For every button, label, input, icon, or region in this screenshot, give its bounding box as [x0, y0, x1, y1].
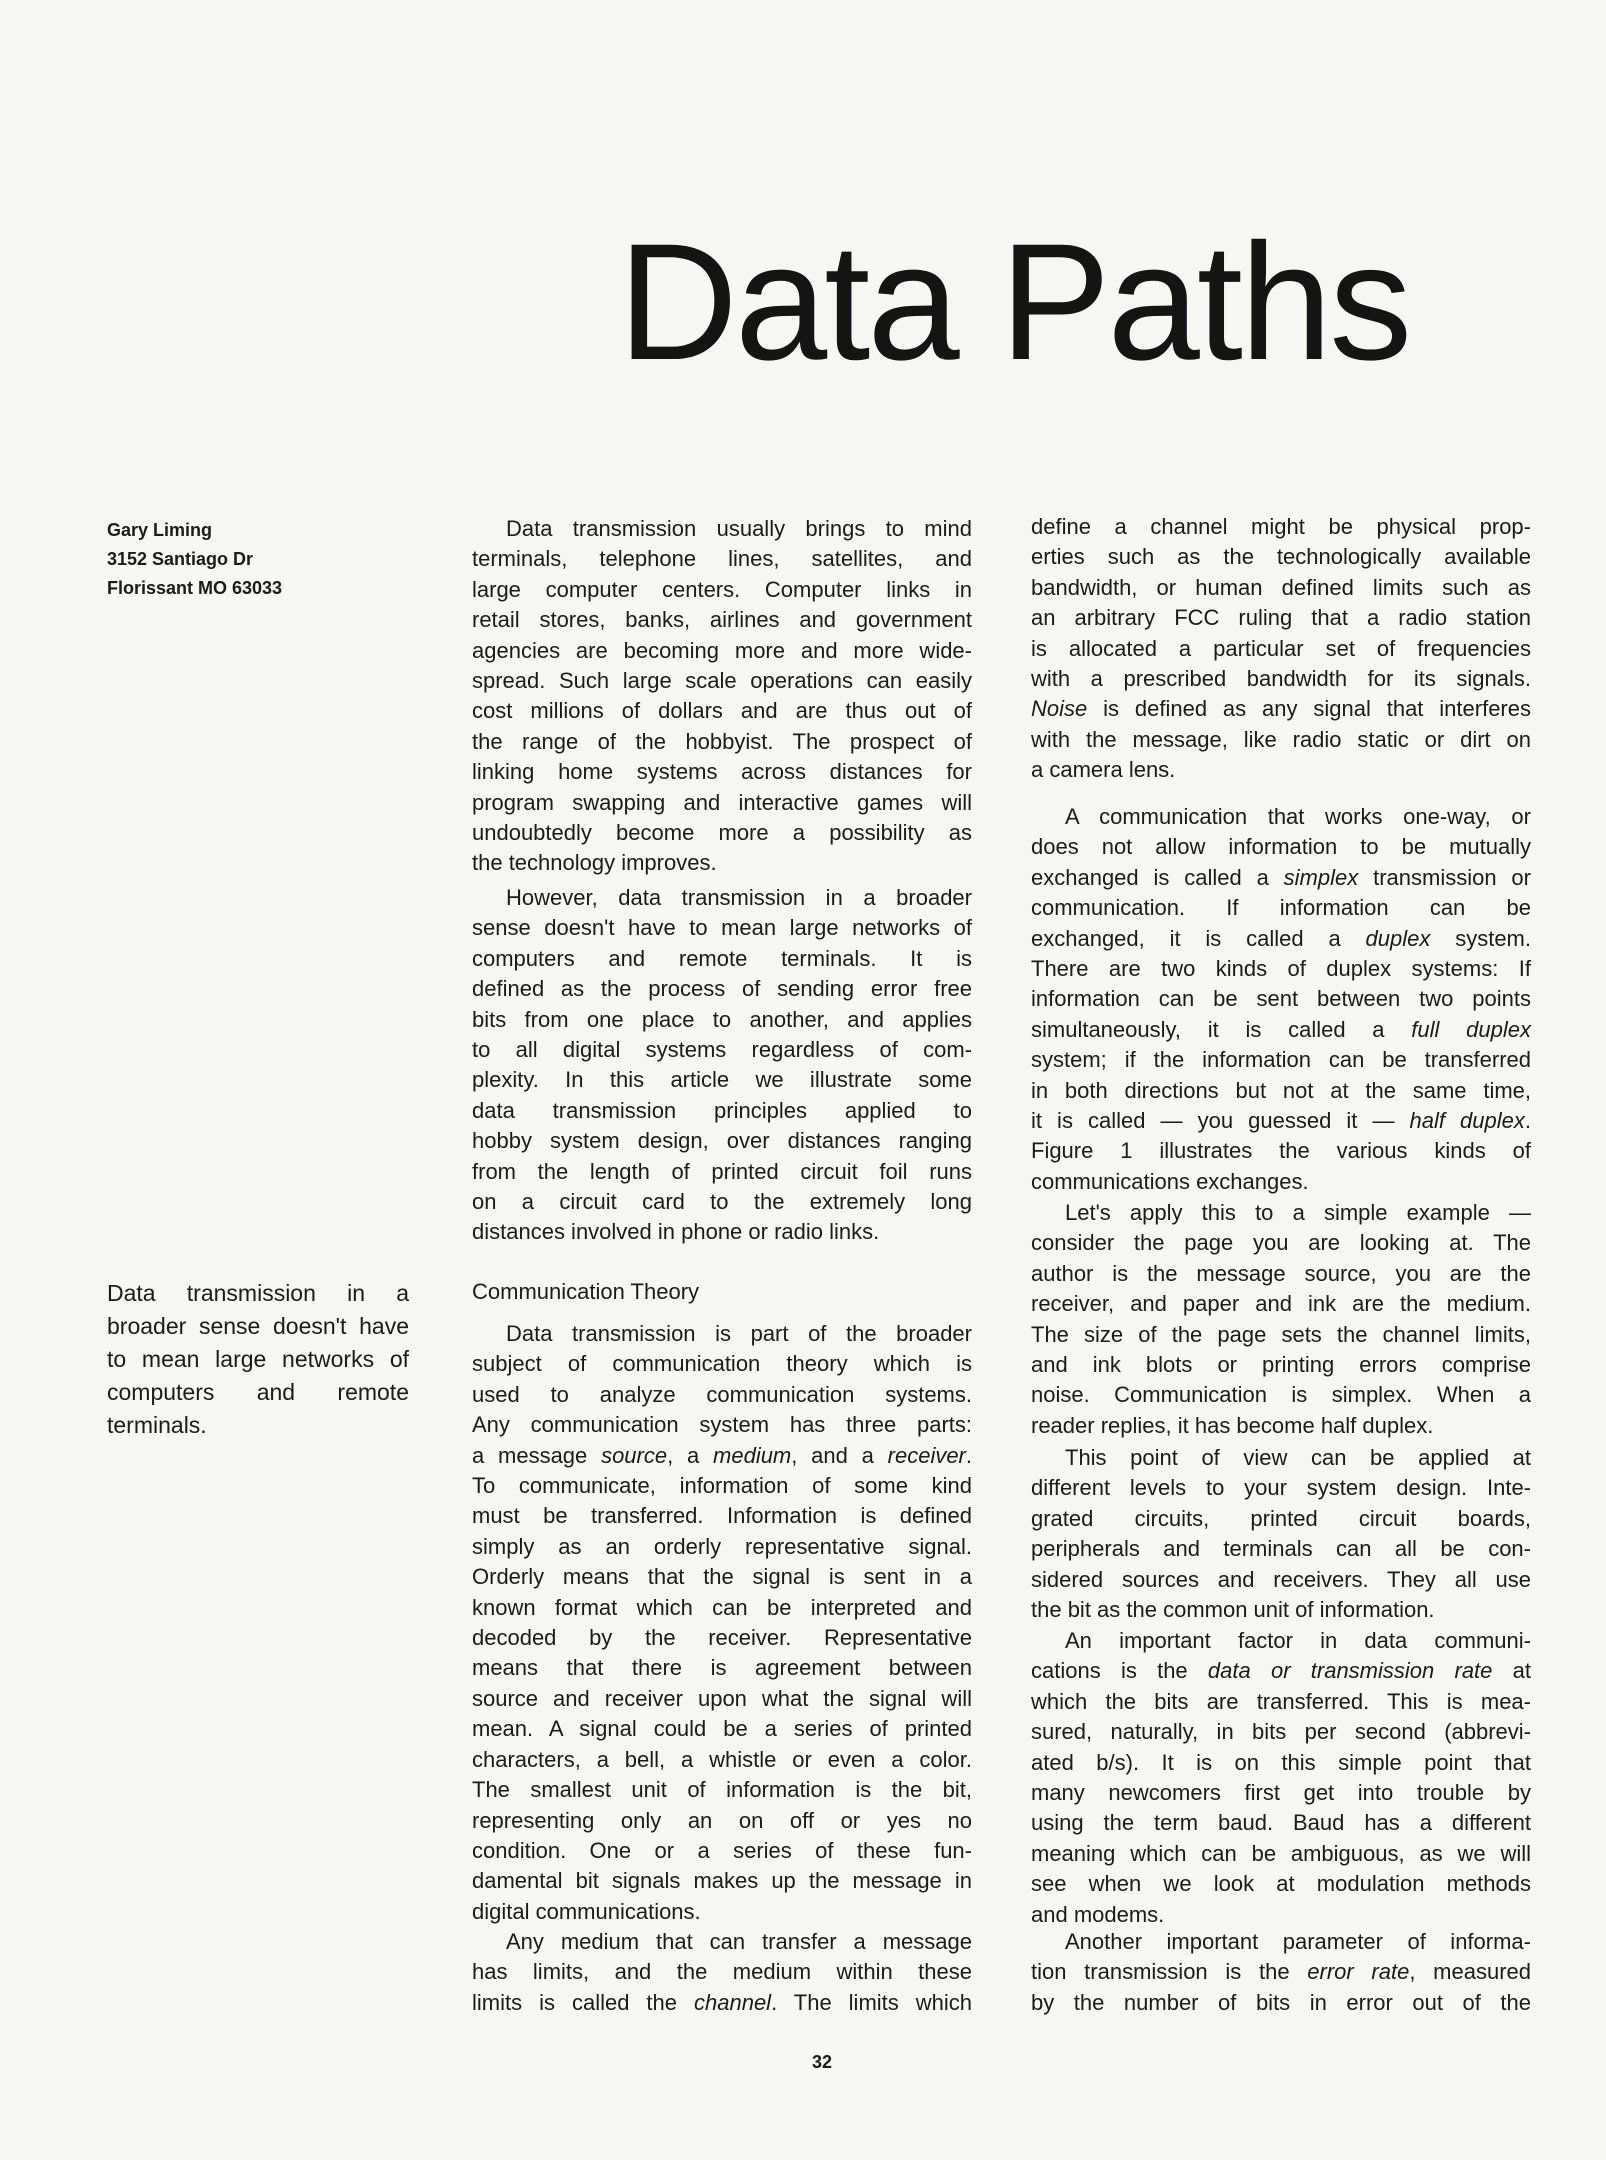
paragraph	[472, 514, 972, 879]
text-line: has limits, and the medium within these	[472, 1959, 972, 1985]
text-line: bits from one place to another, and applies	[472, 1006, 972, 1032]
text-line: However, data transmission in a broader	[506, 885, 972, 910]
pull-quote-line: computers and remote	[107, 1379, 409, 1405]
italic-term: data or transmission rate	[1207, 1658, 1493, 1684]
text-line: sense doesn't have to mean large networks of	[472, 915, 972, 941]
text-line: undoubtedly become more a possibility as	[472, 820, 972, 846]
italic-term: source	[601, 1442, 668, 1468]
text-line: define a channel might be physical prop-	[1031, 514, 1531, 539]
text-line: The smallest unit of information is the bit,	[472, 1777, 972, 1803]
text-line: Any medium that can transfer a message	[506, 1929, 972, 1954]
text-line: damental bit signals makes up the message in	[472, 1868, 972, 1894]
text-line: used to analyze communication systems.	[472, 1381, 972, 1407]
text-segment: cations is the	[1031, 1658, 1208, 1684]
text-line: with a prescribed bandwidth for its signals.	[1031, 666, 1531, 692]
text-segment: a message	[472, 1442, 602, 1468]
text-line: bandwidth, or human defined limits such as	[1031, 574, 1531, 600]
text-line: an arbitrary FCC ruling that a radio station	[1031, 605, 1531, 631]
text-line: agencies are becoming more and more wide-	[472, 637, 972, 663]
text-segment: exchanged, it is called a	[1031, 925, 1366, 951]
text-line: sured, naturally, in bits per second (abbrevi-	[1031, 1719, 1531, 1745]
text-line: which the bits are transferred. This is mea-	[1031, 1688, 1531, 1714]
text-line	[472, 1988, 972, 2018]
text-segment: . The limits which	[771, 1989, 972, 2015]
text-line: Any communication system has three parts:	[472, 1412, 972, 1438]
text-line: characters, a bell, a whistle or even a color.	[472, 1746, 972, 1772]
text-line: system; if the information can be transferred	[1031, 1047, 1531, 1073]
italic-term: error rate	[1307, 1959, 1410, 1985]
text-segment: , measured	[1409, 1959, 1531, 1985]
text-segment: system.	[1430, 925, 1531, 951]
text-line: to all digital systems regardless of com-	[472, 1037, 972, 1063]
paragraph	[472, 883, 972, 1248]
text-line: There are two kinds of duplex systems: If	[1031, 956, 1531, 982]
text-line: distances involved in phone or radio links.	[472, 1219, 880, 1245]
italic-term: channel	[694, 1989, 772, 2015]
text-segment: .	[965, 1442, 973, 1468]
text-line: hobby system design, over distances ranging	[472, 1128, 972, 1154]
article-title: Data Paths	[618, 210, 1410, 395]
text-line: communication. If information can be	[1031, 895, 1531, 921]
text-line: An important factor in data communi-	[1065, 1628, 1531, 1653]
text-line: program swapping and interactive games will	[472, 789, 972, 815]
text-line: many newcomers first get into trouble by	[1031, 1780, 1531, 1806]
author-name: Gary Liming	[107, 520, 213, 540]
text-line: a camera lens.	[1031, 757, 1176, 783]
text-line: and ink blots or printing errors comprise	[1031, 1352, 1531, 1378]
text-line: communications exchanges.	[1031, 1168, 1309, 1194]
text-line: grated circuits, printed circuit boards,	[1031, 1505, 1531, 1531]
text-line: subject of communication theory which is	[472, 1351, 972, 1377]
text-line: meaning which can be ambiguous, as we will	[1031, 1840, 1531, 1866]
text-line: means that there is agreement between	[472, 1655, 972, 1681]
text-line: does not allow information to be mutually	[1031, 834, 1531, 860]
italic-term: duplex	[1365, 925, 1431, 951]
text-line	[472, 1441, 972, 1471]
paragraph	[1031, 1198, 1531, 1441]
text-line: known format which can be interpreted and	[472, 1594, 972, 1620]
text-line: using the term baud. Baud has a different	[1031, 1810, 1531, 1836]
text-line	[1031, 694, 1531, 724]
pull-quote	[107, 1277, 409, 1442]
text-line: Data transmission usually brings to mind	[506, 516, 972, 541]
text-line: This point of view can be applied at	[1065, 1445, 1531, 1470]
pull-quote-line: terminals.	[107, 1412, 207, 1438]
text-line: spread. Such large scale operations can easily	[472, 668, 972, 694]
paragraph	[472, 1319, 972, 1927]
text-segment: exchanged is called a	[1031, 864, 1284, 890]
page-number: 32	[812, 2052, 833, 2072]
text-line: ated b/s). It is on this simple point that	[1031, 1749, 1531, 1775]
text-line: mean. A signal could be a series of printed	[472, 1716, 972, 1742]
text-line: decoded by the receiver. Representative	[472, 1625, 972, 1651]
author-city: Florissant MO 63033	[107, 578, 283, 598]
text-line: sidered sources and receivers. They all use	[1031, 1566, 1531, 1592]
text-segment: transmission or	[1358, 864, 1531, 890]
text-line: Data transmission is part of the broader	[506, 1321, 972, 1346]
text-segment: simultaneously, it is called a	[1031, 1016, 1412, 1042]
text-segment: it is called — you guessed it —	[1031, 1108, 1410, 1134]
text-line: and modems.	[1031, 1901, 1165, 1927]
text-line: source and receiver upon what the signal will	[472, 1685, 972, 1711]
text-line: condition. One or a series of these fun-	[472, 1837, 972, 1863]
text-line: peripherals and terminals can all be con-	[1031, 1536, 1531, 1562]
text-line: with the message, like radio static or dirt on	[1031, 726, 1531, 752]
pull-quote-line: Data transmission in a	[107, 1280, 409, 1306]
text-line: receiver, and paper and ink are the medium.	[1031, 1291, 1531, 1317]
text-line: erties such as the technologically available	[1031, 544, 1531, 570]
text-line: defined as the process of sending error free	[472, 976, 972, 1002]
text-line	[1031, 1656, 1531, 1686]
text-line: author is the message source, you are the	[1031, 1260, 1531, 1286]
text-line: representing only an on off or yes no	[472, 1807, 972, 1833]
text-segment: at	[1492, 1658, 1531, 1684]
text-line: terminals, telephone lines, satellites, and	[472, 546, 972, 572]
text-line: on a circuit card to the extremely long	[472, 1189, 972, 1215]
text-line: To communicate, information of some kind	[472, 1473, 972, 1499]
text-line: large computer centers. Computer links in	[472, 576, 972, 602]
text-line: the bit as the common unit of information.	[1031, 1597, 1435, 1623]
text-segment: , a	[667, 1442, 714, 1468]
pull-quote-line: to mean large networks of	[107, 1346, 409, 1372]
text-segment: tion transmission is the	[1031, 1959, 1308, 1985]
paragraph	[1031, 1443, 1531, 1625]
text-line: noise. Communication is simplex. When a	[1031, 1382, 1531, 1408]
paragraph	[1031, 512, 1531, 786]
text-segment: limits is called the	[472, 1989, 694, 2015]
text-line: different levels to your system design. Inte-	[1031, 1475, 1531, 1501]
section-heading: Communication Theory	[472, 1279, 700, 1304]
text-segment: is defined as any signal that interferes	[1087, 696, 1531, 722]
text-line: retail stores, banks, airlines and government	[472, 607, 972, 633]
italic-term: half duplex	[1409, 1108, 1525, 1134]
text-line	[1031, 863, 1531, 893]
author-block	[107, 516, 282, 603]
paragraph	[1031, 1927, 1531, 2018]
italic-term: medium	[713, 1442, 792, 1468]
text-line	[1031, 924, 1531, 954]
italic-term: Noise	[1031, 696, 1088, 722]
text-segment: , and a	[791, 1442, 888, 1468]
text-line: the range of the hobbyist. The prospect of	[472, 728, 972, 754]
text-line: Orderly means that the signal is sent in a	[472, 1564, 972, 1590]
text-line: must be transferred. Information is defined	[472, 1503, 972, 1529]
text-line: from the length of printed circuit foil runs	[472, 1158, 972, 1184]
text-line: simply as an orderly representative signal.	[472, 1533, 972, 1559]
text-line: in both directions but not at the same time,	[1031, 1077, 1531, 1103]
text-line: Let's apply this to a simple example —	[1065, 1200, 1531, 1225]
text-line: by the number of bits in error out of the	[1031, 1989, 1531, 2015]
text-line: is allocated a particular set of frequencies	[1031, 635, 1531, 661]
italic-term: full duplex	[1411, 1016, 1531, 1042]
text-line: Another important parameter of informa-	[1065, 1929, 1531, 1954]
text-line: A communication that works one-way, or	[1065, 804, 1531, 829]
text-line: The size of the page sets the channel limits,	[1031, 1321, 1531, 1347]
text-line	[1031, 1957, 1531, 1987]
paragraph	[1031, 802, 1531, 1197]
text-line: plexity. In this article we illustrate some	[472, 1067, 972, 1093]
text-segment: .	[1524, 1108, 1531, 1134]
text-line: see when we look at modulation methods	[1031, 1871, 1531, 1897]
text-line: cost millions of dollars and are thus out of	[472, 698, 972, 724]
pull-quote-line: broader sense doesn't have	[107, 1313, 409, 1339]
text-line: information can be sent between two points	[1031, 986, 1531, 1012]
text-line: Figure 1 illustrates the various kinds of	[1031, 1138, 1531, 1164]
text-line: linking home systems across distances for	[472, 759, 972, 785]
text-line	[1031, 1106, 1531, 1136]
text-line: computers and remote terminals. It is	[472, 945, 972, 971]
text-line: reader replies, it has become half duplex.	[1031, 1412, 1434, 1438]
paragraph	[472, 1927, 972, 2018]
paragraph	[1031, 1626, 1531, 1930]
text-line: the technology improves.	[472, 850, 717, 876]
text-line: digital communications.	[472, 1898, 701, 1924]
text-line	[1031, 1015, 1531, 1045]
italic-term: simplex	[1283, 864, 1359, 890]
text-line: data transmission principles applied to	[472, 1097, 972, 1123]
author-street: 3152 Santiago Dr	[107, 549, 254, 569]
text-line: consider the page you are looking at. The	[1031, 1230, 1531, 1256]
italic-term: receiver	[887, 1442, 966, 1468]
